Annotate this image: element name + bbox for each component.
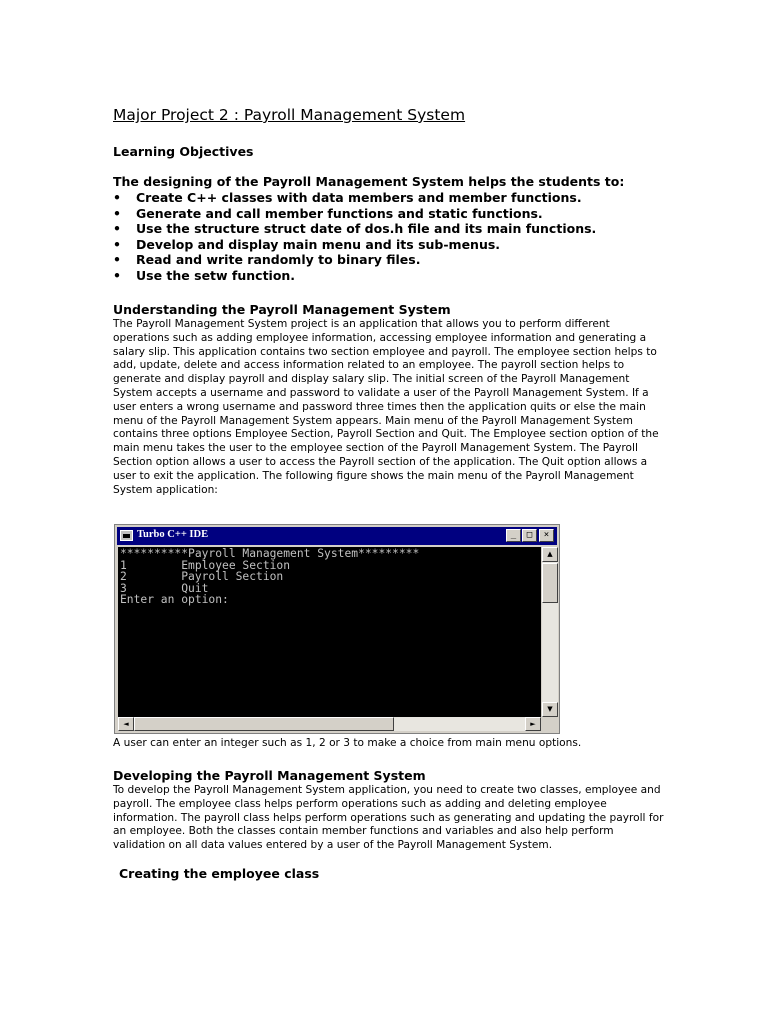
console-app-icon (120, 530, 133, 541)
page-title: Major Project 2 : Payroll Management System (113, 106, 466, 124)
bullet: • (113, 190, 121, 205)
scroll-up-icon[interactable]: ▲ (542, 547, 558, 562)
list-item (113, 252, 596, 268)
resize-grip[interactable] (542, 717, 558, 731)
console-line: 2 Payroll Section (120, 570, 284, 584)
window-titlebar (117, 527, 557, 545)
list-item (113, 268, 596, 284)
creating-employee-class-heading: Creating the employee class (119, 866, 320, 881)
vertical-scrollbar[interactable] (542, 547, 558, 717)
console-output[interactable] (118, 547, 541, 717)
scroll-left-icon[interactable]: ◄ (118, 717, 134, 731)
list-item (113, 190, 596, 206)
understanding-heading: Understanding the Payroll Management System (113, 302, 451, 317)
scroll-down-icon[interactable]: ▼ (542, 702, 558, 717)
window-title: Turbo C++ IDE (137, 529, 209, 540)
console-line: Enter an option: (120, 593, 229, 607)
close-button[interactable]: × (539, 529, 554, 542)
bullet: • (113, 221, 121, 236)
horizontal-scrollbar[interactable] (118, 717, 541, 731)
objective-text: Generate and call member functions and static functions. (136, 205, 543, 221)
maximize-button[interactable]: □ (522, 529, 537, 542)
bullet: • (113, 267, 121, 283)
bullet: • (113, 236, 121, 252)
list-item (113, 237, 596, 253)
bullet: • (113, 205, 121, 221)
understanding-paragraph: The Payroll Management System project is an application that allows you to perform different operations such as adding employee information, accessing employee information and generating a salary slip. This application contains two section employee and payroll. The employee section helps to add, update, delete and access information related to an employee. The payroll section helps to generate and display payroll and display salary slip. The initial screen of the Payroll Management System accepts a username and password to validate a user of the Payroll Management System. If a user enters a wrong username and password three times then the application quits or else the main menu of the Payroll Management System appears. Main menu of the Payroll Management System contains three options Employee Section, Payroll Section and Quit. The Employee section option of the main menu takes the user to the employee section of the Payroll Management System. The Payroll Section option allows a user to access the Payroll section of the application. The Quit option allows a user to exit the application. The following figure shows the main menu of the Payroll Management System application: (113, 318, 659, 496)
console-line: 3 Quit (120, 581, 209, 595)
scroll-right-icon[interactable]: ► (525, 717, 541, 731)
objective-text: Create C++ classes with data members and member functions. (136, 190, 582, 205)
horizontal-scroll-thumb[interactable] (134, 717, 394, 731)
objective-text: Read and write randomly to binary files. (136, 252, 421, 267)
console-line: **********Payroll Management System********* (120, 547, 420, 560)
objective-text: Develop and display main menu and its sub-menus. (136, 236, 501, 252)
developing-paragraph: To develop the Payroll Management System application, you need to create two classes, employee and payroll. The employee class helps perform operations such as adding and deleting employee information. The payroll class helps perform operations such as generating and updating the payroll for an employee. Both the classes contain member functions and variables and also help perform validation on all data values entered by a user of the Payroll Management System. (113, 784, 664, 852)
figure-caption: A user can enter an integer such as 1, 2 or 3 to make a choice from main menu options. (113, 737, 582, 749)
turbo-cpp-window (114, 524, 560, 734)
objective-text: Use the setw function. (136, 267, 296, 283)
minimize-button[interactable]: _ (506, 529, 521, 542)
developing-heading: Developing the Payroll Management System (113, 768, 426, 783)
list-item (113, 221, 596, 237)
objective-text: Use the structure struct date of dos.h file and its main functions. (136, 221, 597, 236)
bullet: • (113, 252, 121, 267)
objectives-list (113, 190, 596, 283)
learning-objectives-heading: Learning Objectives (113, 144, 254, 159)
objectives-intro: The designing of the Payroll Management System helps the students to: (113, 174, 625, 189)
vertical-scroll-thumb[interactable] (542, 563, 558, 603)
console-line: 1 Employee Section (120, 558, 291, 572)
list-item (113, 206, 596, 222)
